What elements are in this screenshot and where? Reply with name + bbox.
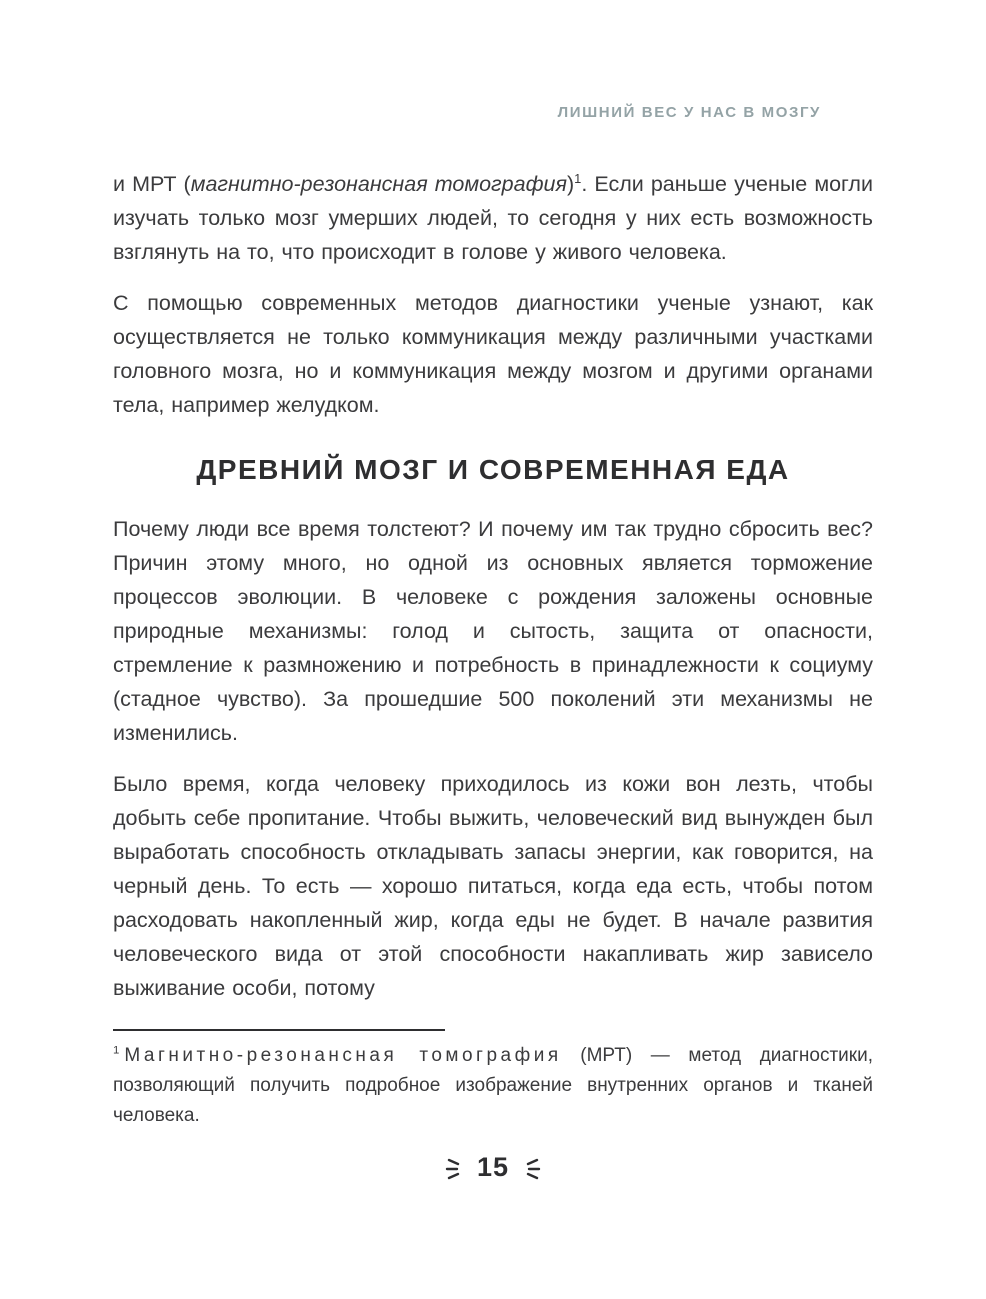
mri-term-italic: магнитно-резонансная томография [190, 172, 567, 196]
page-number-row [0, 1152, 986, 1183]
section-heading: ДРЕВНИЙ МОЗГ И СОВРЕМЕННАЯ ЕДА [196, 454, 790, 485]
paragraph-1-lead: и МРТ ( [113, 172, 191, 196]
footnote-rest: (МРТ) — метод диагностики, позволяющий получить подробное изображение внутренних органов и тканей человека. [113, 1045, 873, 1126]
footnote-marker: 1 [113, 1044, 120, 1057]
page-number-ornament-right-icon [519, 1155, 541, 1181]
footnote-divider [113, 1029, 445, 1031]
paragraph-1-close-paren: ) [566, 172, 575, 196]
paragraph-2: С помощью современных методов диагностики ученые узнают, как осуществляется не только коммуникация между различными участками головного мозга, но и коммуникация между мозгом и другими органами тела, например желудком. [113, 291, 873, 417]
paragraph-3: Почему люди все время толстеют? И почему им так трудно сбросить вес? Причин этому много, но одной из основных является торможение процессов эволюции. В человеке с рождения заложены основные природные механизмы: голод и сытость, защита от опасности, стремление к размножению и потребность в принадлежности к социуму (стадное чувство). За прошедшие 500 поколений эти механизмы не изменились. [113, 517, 873, 745]
page-number: 15 [476, 1152, 510, 1182]
paragraph-4: Было время, когда человеку приходилось из кожи вон лезть, чтобы добыть себе пропитание. Чтобы выжить, человеческий вид вынужден был выработать способность откладывать запасы энергии, как говорится, на черный день. То есть — хорошо питаться, когда еда есть, чтобы потом расходовать накопленный жир, когда еды не будет. В начале развития человеческого вида от этой способности накапливать жир зависело выживание особи, потому [113, 772, 873, 1000]
footnote-reference-1: 1 [574, 170, 582, 186]
paragraph-1 [113, 167, 873, 269]
footnote [113, 1041, 873, 1131]
running-header: ЛИШНИЙ ВЕС У НАС В МОЗГУ [557, 104, 821, 121]
paragraph-1-rest: . Если раньше ученые могли изучать только мозг умерших людей, то сегодня у них есть возможность взглянуть на то, что происходит в голове у живого человека. [113, 172, 873, 264]
footnote-block [113, 1029, 873, 1131]
footnote-term: Магнитно-резонансная томография [124, 1045, 562, 1066]
page-number-ornament-left-icon [445, 1155, 467, 1181]
